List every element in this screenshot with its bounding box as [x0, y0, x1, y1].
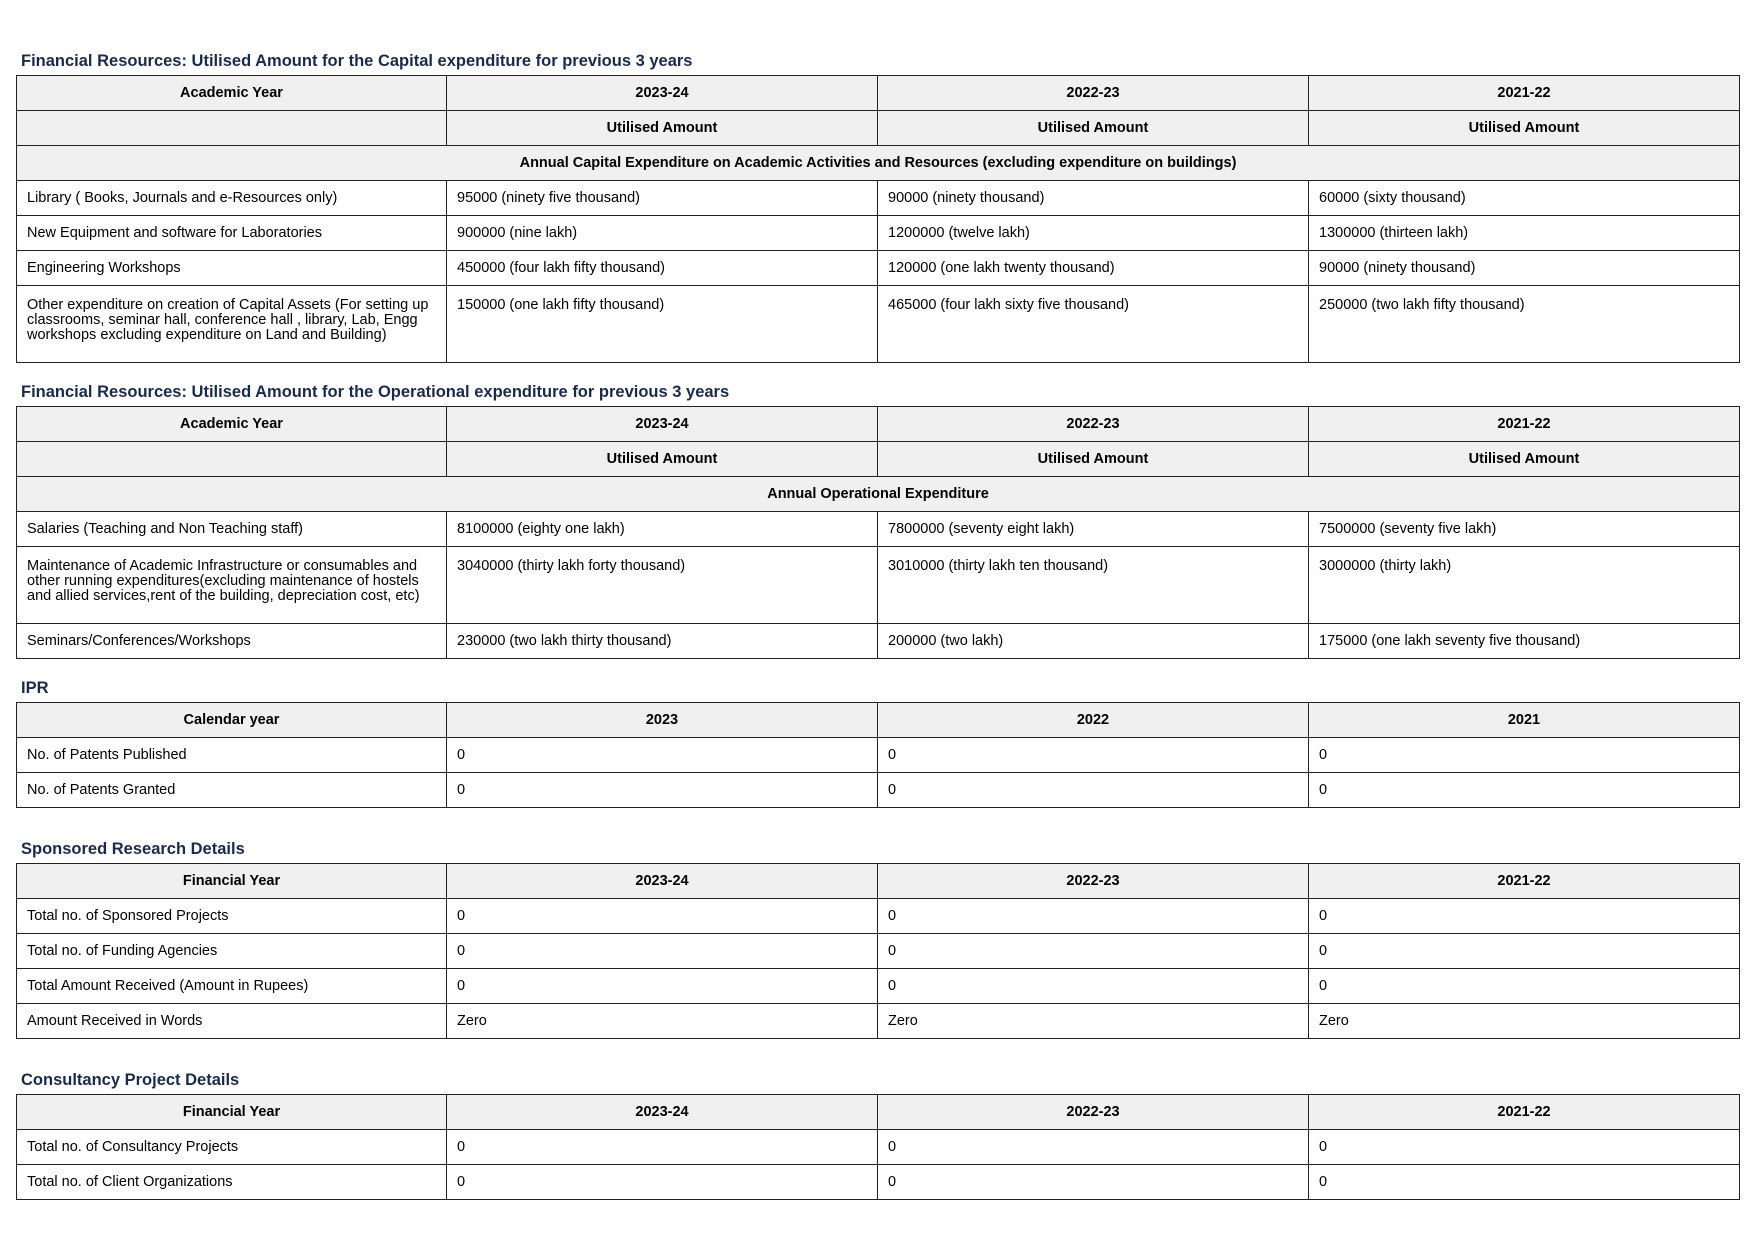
- row-value: 1300000 (thirteen lakh): [1309, 216, 1740, 251]
- group-header-cell: Annual Capital Expenditure on Academic Activities and Resources (excluding expenditure on buildings): [17, 146, 1740, 181]
- year-cell: 2022: [878, 703, 1309, 738]
- row-value: 0: [447, 969, 878, 1004]
- empty-cell: [17, 442, 447, 477]
- row-value: 0: [1309, 1165, 1740, 1200]
- ipr-table: [16, 702, 1740, 808]
- consultancy-table: [16, 1094, 1740, 1200]
- row-label: Total no. of Sponsored Projects: [17, 899, 447, 934]
- year-cell: 2023-24: [447, 864, 878, 899]
- subheader-cell: Utilised Amount: [1309, 442, 1740, 477]
- row-value: 0: [447, 1165, 878, 1200]
- row-label: Salaries (Teaching and Non Teaching staff): [17, 512, 447, 547]
- row-value: 8100000 (eighty one lakh): [447, 512, 878, 547]
- row-value: 0: [1309, 899, 1740, 934]
- row-label: Seminars/Conferences/Workshops: [17, 624, 447, 659]
- table-row: [17, 512, 1740, 547]
- year-cell: 2022-23: [878, 76, 1309, 111]
- row-value: 0: [1309, 773, 1740, 808]
- row-label: Total Amount Received (Amount in Rupees): [17, 969, 447, 1004]
- year-header-cell: Financial Year: [17, 1095, 447, 1130]
- row-value: 230000 (two lakh thirty thousand): [447, 624, 878, 659]
- row-label: New Equipment and software for Laboratories: [17, 216, 447, 251]
- row-value: 200000 (two lakh): [878, 624, 1309, 659]
- table-row: [17, 773, 1740, 808]
- row-value: 0: [1309, 738, 1740, 773]
- row-value: 900000 (nine lakh): [447, 216, 878, 251]
- table-subheader-row: [17, 111, 1740, 146]
- consultancy-section-title: Consultancy Project Details: [21, 1071, 240, 1089]
- row-value: 0: [878, 1165, 1309, 1200]
- row-value: 95000 (ninety five thousand): [447, 181, 878, 216]
- year-cell: 2022-23: [878, 864, 1309, 899]
- year-cell: 2021: [1309, 703, 1740, 738]
- row-value: 90000 (ninety thousand): [1309, 251, 1740, 286]
- row-label: No. of Patents Published: [17, 738, 447, 773]
- subheader-cell: Utilised Amount: [878, 111, 1309, 146]
- row-value: Zero: [878, 1004, 1309, 1039]
- table-group-row: [17, 146, 1740, 181]
- row-value: 1200000 (twelve lakh): [878, 216, 1309, 251]
- year-cell: 2022-23: [878, 1095, 1309, 1130]
- year-cell: 2021-22: [1309, 1095, 1740, 1130]
- subheader-cell: Utilised Amount: [447, 442, 878, 477]
- row-value: 7800000 (seventy eight lakh): [878, 512, 1309, 547]
- row-label: Amount Received in Words: [17, 1004, 447, 1039]
- row-value: 450000 (four lakh fifty thousand): [447, 251, 878, 286]
- row-value: 3040000 (thirty lakh forty thousand): [447, 547, 878, 624]
- year-header-cell: Calendar year: [17, 703, 447, 738]
- row-label: Maintenance of Academic Infrastructure or consumables and other running expenditures(excluding maintenance of hostels and allied services,rent of the building, depreciation cost, etc): [17, 547, 447, 624]
- table-row: [17, 286, 1740, 363]
- year-cell: 2022-23: [878, 407, 1309, 442]
- table-row: [17, 251, 1740, 286]
- row-value: 0: [1309, 969, 1740, 1004]
- ipr-section-title: IPR: [21, 679, 49, 697]
- subheader-cell: Utilised Amount: [1309, 111, 1740, 146]
- capital-section-title: Financial Resources: Utilised Amount for the Capital expenditure for previous 3 years: [21, 52, 693, 70]
- operational-expenditure-table: [16, 406, 1740, 659]
- operational-section-title: Financial Resources: Utilised Amount for the Operational expenditure for previous 3 years: [21, 383, 730, 401]
- table-row: [17, 1004, 1740, 1039]
- row-label: Total no. of Funding Agencies: [17, 934, 447, 969]
- row-value: 0: [1309, 1130, 1740, 1165]
- row-label: Total no. of Client Organizations: [17, 1165, 447, 1200]
- table-row: [17, 181, 1740, 216]
- table-header-row: [17, 864, 1740, 899]
- table-row: [17, 934, 1740, 969]
- table-row: [17, 216, 1740, 251]
- row-label: Library ( Books, Journals and e-Resources only): [17, 181, 447, 216]
- table-row: [17, 547, 1740, 624]
- row-label: Other expenditure on creation of Capital Assets (For setting up classrooms, seminar hall, conference hall , library, Lab, Engg workshops excluding expenditure on Land and Building): [17, 286, 447, 363]
- table-row: [17, 1130, 1740, 1165]
- row-value: 0: [878, 1130, 1309, 1165]
- subheader-cell: Utilised Amount: [447, 111, 878, 146]
- row-value: 250000 (two lakh fifty thousand): [1309, 286, 1740, 363]
- group-header-cell: Annual Operational Expenditure: [17, 477, 1740, 512]
- row-value: 0: [878, 773, 1309, 808]
- row-value: 0: [1309, 934, 1740, 969]
- sponsored-section-title: Sponsored Research Details: [21, 840, 245, 858]
- row-value: Zero: [447, 1004, 878, 1039]
- row-value: 175000 (one lakh seventy five thousand): [1309, 624, 1740, 659]
- year-cell: 2021-22: [1309, 864, 1740, 899]
- table-row: [17, 899, 1740, 934]
- subheader-cell: Utilised Amount: [878, 442, 1309, 477]
- row-value: 0: [878, 969, 1309, 1004]
- empty-cell: [17, 111, 447, 146]
- row-value: 0: [447, 738, 878, 773]
- row-label: No. of Patents Granted: [17, 773, 447, 808]
- capital-expenditure-table: [16, 75, 1740, 363]
- row-value: Zero: [1309, 1004, 1740, 1039]
- row-value: 0: [878, 934, 1309, 969]
- row-value: 0: [447, 773, 878, 808]
- year-cell: 2023-24: [447, 1095, 878, 1130]
- row-value: 0: [878, 738, 1309, 773]
- row-value: 7500000 (seventy five lakh): [1309, 512, 1740, 547]
- row-label: Total no. of Consultancy Projects: [17, 1130, 447, 1165]
- table-header-row: [17, 407, 1740, 442]
- row-value: 150000 (one lakh fifty thousand): [447, 286, 878, 363]
- row-value: 0: [878, 899, 1309, 934]
- table-row: [17, 738, 1740, 773]
- row-value: 120000 (one lakh twenty thousand): [878, 251, 1309, 286]
- table-row: [17, 969, 1740, 1004]
- table-header-row: [17, 76, 1740, 111]
- year-cell: 2023: [447, 703, 878, 738]
- year-cell: 2021-22: [1309, 76, 1740, 111]
- row-value: 3010000 (thirty lakh ten thousand): [878, 547, 1309, 624]
- year-header-cell: Financial Year: [17, 864, 447, 899]
- table-row: [17, 1165, 1740, 1200]
- sponsored-research-table: [16, 863, 1740, 1039]
- year-header-cell: Academic Year: [17, 407, 447, 442]
- year-cell: 2023-24: [447, 76, 878, 111]
- row-value: 3000000 (thirty lakh): [1309, 547, 1740, 624]
- row-value: 90000 (ninety thousand): [878, 181, 1309, 216]
- row-value: 0: [447, 1130, 878, 1165]
- row-value: 0: [447, 899, 878, 934]
- year-header-cell: Academic Year: [17, 76, 447, 111]
- table-header-row: [17, 1095, 1740, 1130]
- row-label: Engineering Workshops: [17, 251, 447, 286]
- table-group-row: [17, 477, 1740, 512]
- year-cell: 2021-22: [1309, 407, 1740, 442]
- year-cell: 2023-24: [447, 407, 878, 442]
- table-header-row: [17, 703, 1740, 738]
- table-subheader-row: [17, 442, 1740, 477]
- row-value: 60000 (sixty thousand): [1309, 181, 1740, 216]
- row-value: 465000 (four lakh sixty five thousand): [878, 286, 1309, 363]
- row-value: 0: [447, 934, 878, 969]
- table-row: [17, 624, 1740, 659]
